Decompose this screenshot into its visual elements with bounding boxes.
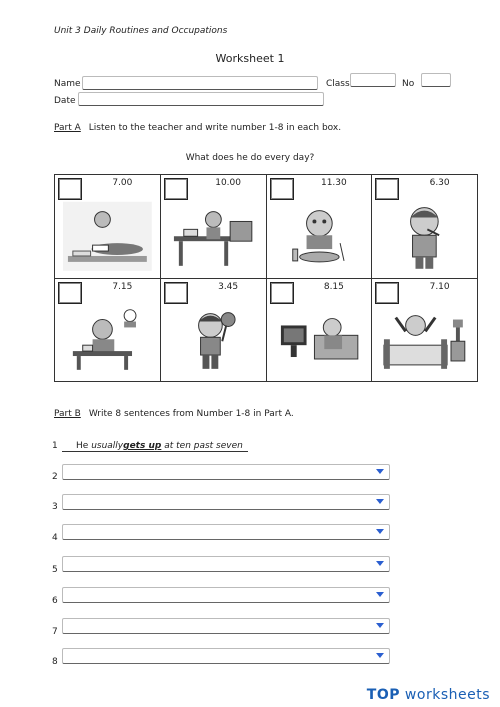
time-label: 7.15 [112,281,133,292]
part-b-heading [54,409,294,419]
grid-cell [55,278,161,382]
number-box[interactable] [164,178,188,200]
chevron-down-icon [376,623,384,628]
boy-desk-picture [169,199,258,274]
chevron-down-icon [376,469,384,474]
time-label: 10.00 [215,178,241,188]
line-number: 4 [52,533,58,543]
no-label: No [402,79,415,89]
example-time: at ten past seven [164,441,243,451]
grid-cell [372,175,478,279]
number-box[interactable] [270,178,294,200]
class-field[interactable] [350,73,396,87]
number-field[interactable] [421,73,451,87]
name-label: Name [54,79,81,89]
answer-dropdown[interactable] [62,587,390,603]
part-a-heading [54,123,341,133]
answer-dropdown[interactable] [62,494,390,510]
number-box[interactable] [375,178,399,200]
time-label: 7.00 [112,178,133,188]
answer-dropdown[interactable] [62,464,390,480]
answer-dropdown[interactable] [62,648,390,664]
chevron-down-icon [376,529,384,534]
line-number: 5 [52,565,58,575]
chevron-down-icon [376,592,384,597]
picture-grid [54,174,478,382]
grid-cell [160,278,266,382]
class-label: Class [326,79,350,89]
line-number: 6 [52,596,58,606]
brand-suffix: worksheets [399,687,490,703]
chevron-down-icon [376,561,384,566]
boy-eating-picture [275,199,364,274]
grid-cell [266,278,372,382]
chevron-down-icon [376,653,384,658]
time-label: 3.45 [218,281,239,292]
line-number: 8 [52,657,58,667]
example-sentence [62,441,248,452]
chevron-down-icon [376,499,384,504]
unit-title: Unit 3 Daily Routines and Occupations [54,26,228,36]
answer-dropdown[interactable] [62,618,390,634]
grid-cell [160,175,266,279]
part-a-question: What does he do every day? [185,153,315,163]
answer-dropdown[interactable] [62,524,390,540]
line-number: 2 [52,472,58,482]
example-subject: He [76,441,89,451]
name-field[interactable] [82,76,318,90]
example-verb: gets up [123,441,162,451]
grid-cell [266,175,372,279]
time-label: 8.15 [323,281,344,292]
time-label: 6.30 [429,178,450,188]
example-adverb: usually [91,441,124,451]
brand-logo [367,687,490,703]
boy-reading-picture [63,199,152,274]
boy-messy-desk-picture [63,303,152,378]
boy-brushing-picture [380,199,469,274]
time-label: 11.30 [320,178,347,188]
part-a-instruction: Listen to the teacher and write number 1-8 in each box. [88,123,342,133]
grid-cell [55,175,161,279]
brand-prefix: TOP [366,687,400,703]
boy-waking-picture [380,303,469,378]
number-box[interactable] [164,282,188,304]
part-b-label: Part B [54,409,81,419]
number-box[interactable] [58,282,82,304]
worksheet-title: Worksheet 1 [215,52,285,65]
part-a-label: Part A [54,123,81,133]
time-label: 7.10 [429,281,450,292]
grid-cell [372,278,478,382]
date-label: Date [54,96,76,106]
number-box[interactable] [270,282,294,304]
number-box[interactable] [375,282,399,304]
line-number: 3 [52,502,58,512]
date-field[interactable] [78,92,324,106]
answer-dropdown[interactable] [62,556,390,572]
line-number: 1 [52,441,58,451]
boy-lollipop-picture [169,303,258,378]
number-box[interactable] [58,178,82,200]
line-number: 7 [52,627,58,637]
part-b-instruction: Write 8 sentences from Number 1-8 in Part A. [88,409,294,419]
boy-tv-picture [275,303,364,378]
